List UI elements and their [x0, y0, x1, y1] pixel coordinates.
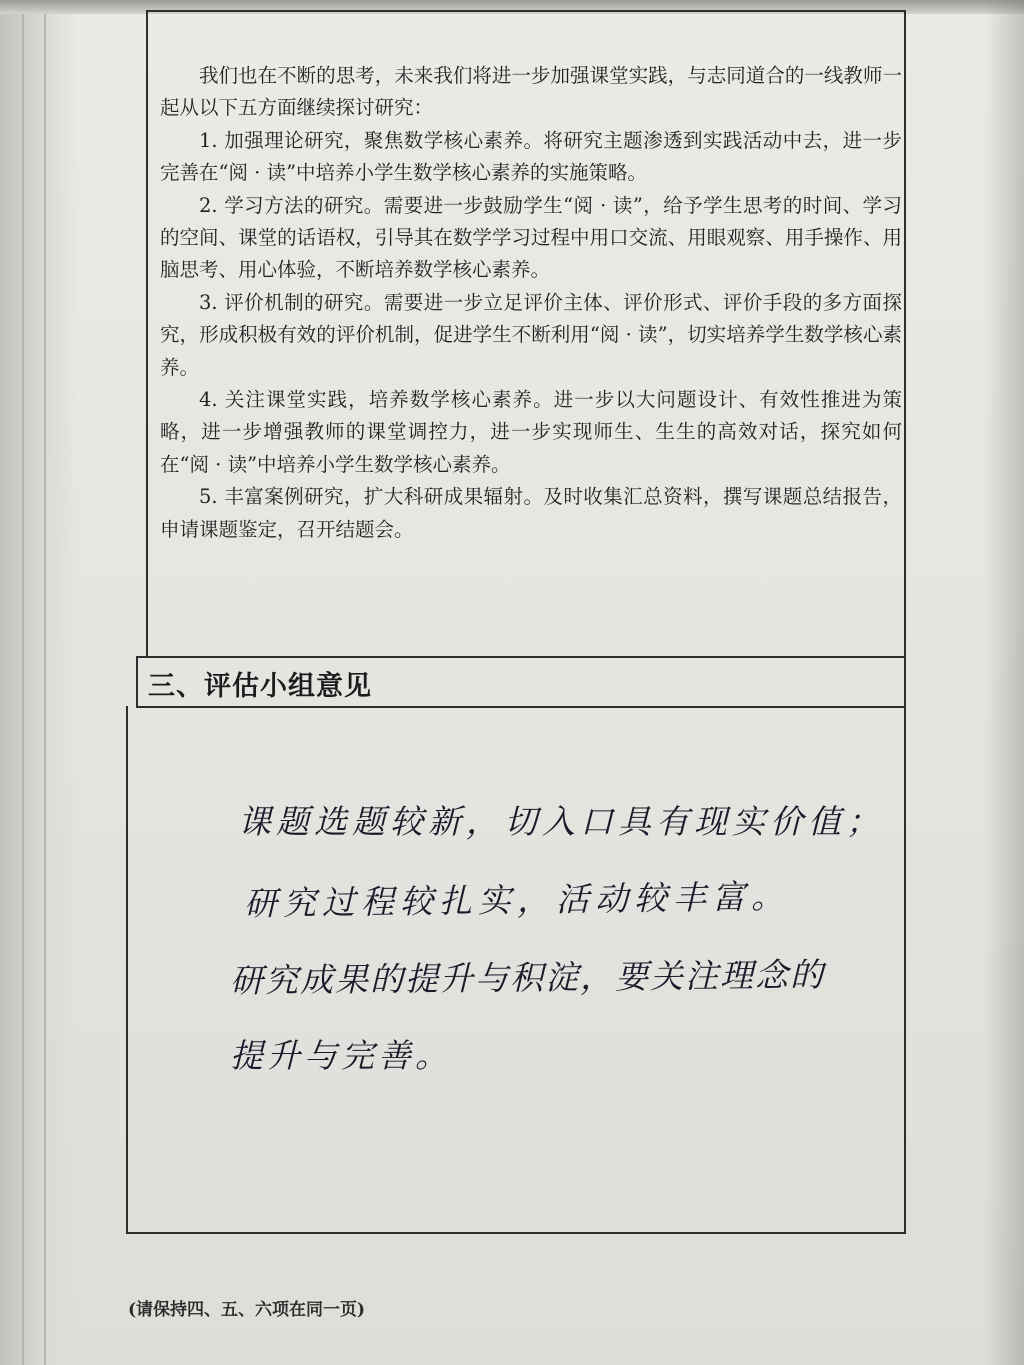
footer-note: (请保持四、五、六项在同一页): [128, 1300, 366, 1320]
report-body: [160, 60, 902, 546]
handwritten-line-2: 研究过程较扎实，活动较丰富。: [243, 876, 791, 924]
report-item-1: 1. 加强理论研究，聚焦数学核心素养。将研究主题渗透到实践活动中去，进一步完善在“阅 · 读”中培养小学生数学核心素养的实施策略。: [160, 128, 902, 185]
section-header-row: [136, 656, 906, 708]
handwritten-line-4: 提升与完善。: [230, 1036, 452, 1075]
report-item-4: 4. 关注课堂实践，培养数学核心素养。进一步以大问题设计、有效性推进为策略，进一步增强教师的课堂调控力，进一步实现师生、生生的高效对话，探究如何在“阅 · 读”中培养小学生数学核心素养。: [160, 388, 902, 476]
page-left-edge: [0, 0, 78, 1365]
handwritten-line-3: 研究成果的提升与积淀，要关注理念的: [229, 955, 826, 1001]
report-intro: 我们也在不断的思考，未来我们将进一步加强课堂实践，与志同道合的一线教师一起从以下五方面继续探讨研究：: [160, 64, 902, 120]
handwritten-line-1: 课题选题较新，切入口具有现实价值；: [238, 802, 884, 841]
report-item-2: 2. 学习方法的研究。需要进一步鼓励学生“阅 · 读”，给予学生思考的时间、学习的空间、课堂的话语权，引导其在数学学习过程中用口交流、用眼观察、用手操作、用脑思考、用心体验，不断培养数学核心素养。: [160, 193, 902, 282]
handwritten-opinion: [229, 783, 884, 1095]
report-item-5: 5. 丰富案例研究，扩大科研成果辐射。及时收集汇总资料，撰写课题总结报告，申请课题鉴定，召开结题会。: [160, 485, 902, 541]
section-title: 三、评估小组意见: [148, 671, 372, 702]
page-right-shadow: [984, 0, 1024, 1365]
page-edge-line: [22, 0, 24, 1365]
page-edge-line: [44, 0, 46, 1365]
report-item-3: 3. 评价机制的研究。需要进一步立足评价主体、评价形式、评价手段的多方面探究，形成积极有效的评价机制，促进学生不断利用“阅 · 读”，切实培养学生数学核心素养。: [160, 290, 902, 379]
